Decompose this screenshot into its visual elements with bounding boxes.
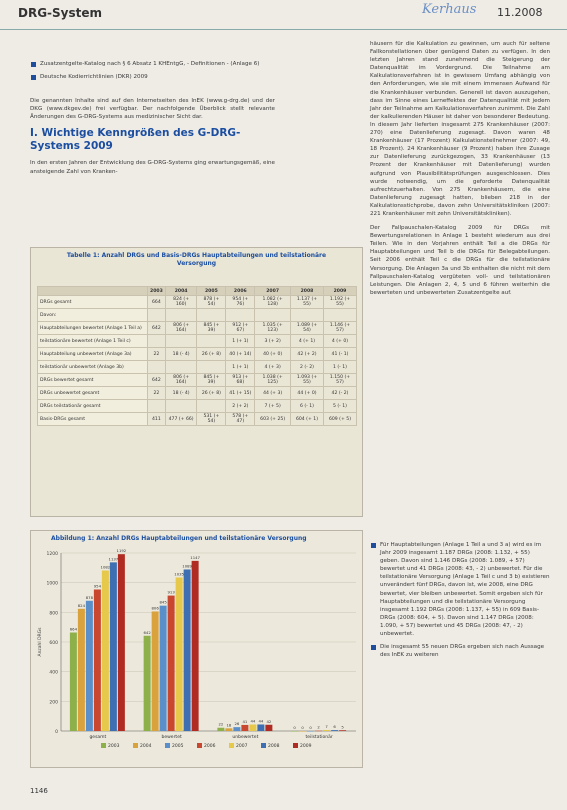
- row-label: Hauptabteilung unbewertet (Anlage 3a): [38, 348, 148, 361]
- table-cell: 2 (+ 2): [226, 400, 255, 413]
- table-header-cell: [38, 287, 148, 296]
- table-cell: [197, 361, 226, 374]
- table-cell: 531 (+ 54): [197, 413, 226, 426]
- legend-swatch: [133, 743, 138, 748]
- table-caption: Tabelle 1: Anzahl DRGs und Basis-DRGs Hauptabteilungen und teilstationäre Versorgung: [66, 252, 327, 267]
- bar: [152, 611, 159, 731]
- category-label: unbewertet: [232, 735, 259, 740]
- table-cell: 1 (- 1): [323, 361, 356, 374]
- bar: [249, 724, 256, 731]
- data-label: 1082: [100, 564, 111, 570]
- data-label: 664: [69, 626, 77, 632]
- table-cell: 4 (+ 1): [290, 335, 323, 348]
- table-header-cell: 2003: [148, 287, 166, 296]
- table-cell: 18 (- 4): [165, 348, 197, 361]
- body-paragraph: In den ersten Jahren der Entwicklung des G-DRG-Systems ging erwartungsgemäß, eine ansteigende Zahl von Kranken-: [30, 160, 275, 175]
- row-label: teilstationär unbewertet (Anlage 3b): [38, 361, 148, 374]
- table-cell: 5 (- 1): [323, 400, 356, 413]
- list-item: Die insgesamt 55 neuen DRGs ergeben sich nach Aussage des InEK zu weiteren: [370, 643, 550, 659]
- page-header: [0, 0, 567, 30]
- bar: [184, 569, 191, 731]
- table-cell: 913 (+ 68): [226, 374, 255, 387]
- data-label: 44: [250, 718, 256, 724]
- table-header-cell: 2008: [290, 287, 323, 296]
- legend-swatch: [197, 743, 202, 748]
- table-cell: 42 (- 2): [323, 387, 356, 400]
- bar: [339, 730, 346, 731]
- table-cell: [323, 309, 356, 322]
- table-cell: 1.082 (+ 128): [255, 296, 291, 309]
- section-heading: I. Wichtige Kenngrößen des G-DRG-Systems 2009: [30, 127, 241, 153]
- data-label: 2: [317, 724, 320, 730]
- table-cell: 40 (+ 0): [255, 348, 291, 361]
- data-label: 22: [218, 721, 224, 727]
- table-cell: 604 (+ 1): [290, 413, 323, 426]
- row-label: DRGs unbewertet gesamt: [38, 387, 148, 400]
- bar: [315, 731, 322, 732]
- row-label: Hauptabteilungen bewertet (Anlage 1 Teil a): [38, 322, 148, 335]
- row-label: teilstationäre bewertet (Anlage 1 Teil c): [38, 335, 148, 348]
- bar: [102, 571, 109, 731]
- table-cell: 41 (+ 15): [226, 387, 255, 400]
- category-label: bewertet: [161, 735, 182, 740]
- left-column: [30, 60, 275, 182]
- table-cell: 26 (+ 8): [197, 387, 226, 400]
- table-cell: 878 (+ 54): [197, 296, 226, 309]
- table-header-cell: 2006: [226, 287, 255, 296]
- tick-label: 1000: [46, 581, 58, 587]
- body-paragraph: häusern für die Kalkulation zu gewinnen, um auch für seltene Fallkonstellationen über genügend Daten zu verfügen. In den letzten Jahren stand zunehmend die Steigerung der Datenqualität im Vordergrund. Die Teilnahme am Kalkulationsverfahren ist in gewissem Umfang abhängig von den Anforderungen, wie sie mit einem immensen Aufwand für die Krankenhäuser verbunden. Generell ist davon auszugehen, dass im Sinne eines Lerneffektes der Datenqualität mit jedem Jahr der Teilnahme am Kalkulationsverfahren zunimmt. Die Zahl der kalkulierenden Häuser ist daher von besonderer Bedeutung. In diesem Jahr lieferten insgesamt 275 Krankenhäuser (2007: 270) eine Datenlieferung zugesagt. Davon waren 48 Krankenhäuser (17 Prozent) Kalkulationsteilnehmer (2007: 49, 18 Prozent). 24 Krankenhäuser (9 Prozent) haben ihre Zusage zur Datenlieferung zurückgezogen, 33 Krankenhäuser (13 Prozent der Krankenhäuser mit Datenlieferung) wurden aufgrund von Plausibilitätsprüfungen ausgeschlossen. Dies wurde notwendig, um die geforderte Datenqualität aufrechtzuerhalten. Von 275 Krankenhäusern, die eine Datenlieferung zugesagt hatten, blieben 218 in der Kalkulationsstichprobe, davon zehn Universitätskliniken (2007: 221 Krankenhäuser mit zehn Universitätskliniken).: [370, 41, 550, 217]
- bar: [176, 577, 183, 731]
- bar: [160, 606, 167, 731]
- legend-label: 2007: [236, 744, 248, 749]
- bar: [192, 561, 199, 731]
- table-cell: [255, 309, 291, 322]
- data-label: 954: [93, 583, 101, 589]
- table-cell: [165, 400, 197, 413]
- table-cell: 664: [148, 296, 166, 309]
- table-cell: 1.150 (+ 57): [323, 374, 356, 387]
- bar: [241, 725, 248, 731]
- table-cell: [197, 400, 226, 413]
- bar: [225, 728, 232, 731]
- data-label: 5: [341, 724, 344, 730]
- data-label: 1147: [190, 554, 200, 560]
- table-cell: [226, 309, 255, 322]
- data-label: 845: [159, 599, 167, 605]
- row-label: DRGs bewertet gesamt: [38, 374, 148, 387]
- table-header-cell: 2005: [197, 287, 226, 296]
- row-label: DRGs gesamt: [38, 296, 148, 309]
- data-label: 0: [309, 725, 312, 730]
- y-axis-label: Anzahl DRGs: [38, 627, 43, 657]
- bar: [299, 731, 306, 732]
- data-label: 0: [301, 725, 304, 730]
- tick-label: 600: [49, 641, 58, 646]
- table-cell: 4 (+ 3): [255, 361, 291, 374]
- legend-swatch: [293, 743, 298, 748]
- table-cell: 1.089 (+ 54): [290, 322, 323, 335]
- data-label: 642: [143, 629, 151, 635]
- table-cell: 824 (+ 160): [165, 296, 197, 309]
- tick-label: 1200: [46, 552, 58, 557]
- table-row: [38, 322, 357, 335]
- bar: [168, 596, 175, 731]
- table-cell: 642: [148, 374, 166, 387]
- category-label: teilstationär: [305, 735, 333, 740]
- bar: [70, 633, 77, 731]
- legend-label: 2005: [172, 744, 184, 749]
- data-label: 44: [258, 718, 264, 724]
- table-cell: 477 (+ 66): [165, 413, 197, 426]
- table-cell: 954 (+ 76): [226, 296, 255, 309]
- table-header-cell: 2007: [255, 287, 291, 296]
- table-cell: 603 (+ 25): [255, 413, 291, 426]
- table-cell: [290, 309, 323, 322]
- bar: [86, 601, 93, 731]
- data-label: 1192: [116, 548, 127, 554]
- table-cell: 22: [148, 387, 166, 400]
- data-label: 1137: [108, 556, 119, 562]
- list-item: Zusatzentgelte-Katalog nach § 6 Absatz 1 KHEntgG, - Definitionen - (Anlage 6): [30, 60, 275, 68]
- table-cell: [148, 309, 166, 322]
- figure-caption: Abbildung 1: Anzahl DRGs Hauptabteilungen und teilstationäre Versorgung: [51, 535, 307, 542]
- data-label: 824: [77, 602, 85, 608]
- bar: [233, 727, 240, 731]
- table-row: [38, 387, 357, 400]
- tick-label: 0: [55, 730, 58, 735]
- table-cell: 40 (+ 14): [226, 348, 255, 361]
- table-cell: [197, 309, 226, 322]
- table-cell: 609 (+ 5): [323, 413, 356, 426]
- bar: [94, 589, 101, 731]
- list-item: Deutsche Kodierrichtlinien (DKR) 2009: [30, 73, 275, 81]
- table-row: [38, 374, 357, 387]
- table-row: [38, 348, 357, 361]
- table-cell: 7 (+ 5): [255, 400, 291, 413]
- table-cell: 845 (+ 39): [197, 322, 226, 335]
- table-cell: 1.146 (+ 57): [323, 322, 356, 335]
- row-label: DRGs teilstationär gesamt: [38, 400, 148, 413]
- legend-label: 2008: [268, 744, 280, 749]
- table-cell: [165, 309, 197, 322]
- data-label: 0: [293, 725, 296, 730]
- table-cell: [165, 335, 197, 348]
- data-label: 913: [167, 589, 175, 595]
- legend-swatch: [261, 743, 266, 748]
- legend-label: 2006: [204, 744, 216, 749]
- category-label: gesamt: [89, 735, 107, 740]
- data-label: 6: [333, 724, 336, 730]
- table-1: [30, 247, 363, 517]
- table-cell: 3 (+ 2): [255, 335, 291, 348]
- data-label: 42: [266, 718, 272, 724]
- table-cell: 1.035 (+ 123): [255, 322, 291, 335]
- bar: [78, 609, 85, 731]
- table-cell: 22: [148, 348, 166, 361]
- data-label: 26: [234, 721, 240, 727]
- bar: [291, 731, 298, 732]
- legend-swatch: [229, 743, 234, 748]
- bar: [265, 725, 272, 731]
- data-label: 41: [242, 718, 248, 724]
- page-number: 1146: [30, 787, 48, 795]
- table-cell: 2 (- 2): [290, 361, 323, 374]
- body-paragraph: Der Fallpauschalen-Katalog 2009 für DRGs mit Bewertungsrelationen in Anlage 1 besteht wiederum aus drei Teilen. Wie in den Vorjahren enthält Teil a die DRGs für Hauptabteilungen und Teil b die DRGs für Belegabteilungen. Seit 2006 enthält Teil c die DRGs für die teilstationäre Versorgung. Die Anlagen 3a und 3b enthalten die nicht mit dem Fallpauschalen-Katalog vergüteten voll- und teilstationären Leistungen. Die Anlagen 2, 4, 5 und 6 führen weiterhin die bewerteten und unbewerteten Zusatzentgelte auf.: [370, 225, 550, 296]
- bar-chart: [31, 545, 364, 767]
- bar: [331, 730, 338, 731]
- table-cell: 18 (- 4): [165, 387, 197, 400]
- table-cell: 642: [148, 322, 166, 335]
- table-cell: [148, 400, 166, 413]
- table-cell: 1.093 (+ 55): [290, 374, 323, 387]
- table-row: [38, 309, 357, 322]
- table-cell: 1.137 (+ 55): [290, 296, 323, 309]
- row-label: Davon:: [38, 309, 148, 322]
- data-label: 1089: [182, 563, 192, 569]
- bar: [144, 636, 151, 731]
- bar: [323, 730, 330, 731]
- tick-label: 800: [49, 611, 58, 617]
- table-row: [38, 296, 357, 309]
- bar: [110, 562, 117, 731]
- table-cell: [148, 361, 166, 374]
- section-title: DRG-System: [18, 6, 103, 20]
- table-cell: 26 (+ 8): [197, 348, 226, 361]
- table-cell: 411: [148, 413, 166, 426]
- data-label: 18: [226, 722, 232, 728]
- table-cell: 806 (+ 164): [165, 374, 197, 387]
- table-cell: 44 (+ 0): [290, 387, 323, 400]
- table-cell: 578 (+ 47): [226, 413, 255, 426]
- bar: [118, 554, 125, 731]
- data-label: 7: [325, 723, 328, 729]
- table-cell: 4 (+ 0): [323, 335, 356, 348]
- list-item: Für Hauptabteilungen (Anlage 1 Teil a und 3 a) wird es im Jahr 2009 insgesamt 1.187 DRGs (2008: 1.132, + 55) geben. Davon sind 1.146 DRGs (2008: 1.089, + 57) bewertet und 41 DRGs (2008: 43, - 2) unbewertet. Für die teilstationäre Versorgung (Anlage 1 Teil c und 3 b) existieren unverändert fünf DRGs, davon ist, wie 2008, eine DRG bewertet, vier bleiben unbewertet. Somit ergeben sich für Hauptabteilungen und die teilstationäre Versorgung insgesamt 1.192 DRGs (2008: 1.137, + 55) in 609 Basis-DRGs (2008: 604, + 5). Davon sind 1.147 DRGs (2008: 1.090, + 57) bewertet und 45 DRGs (2008: 47, - 2) unbewertet.: [370, 541, 550, 638]
- table-cell: 6 (- 1): [290, 400, 323, 413]
- table-row: [38, 400, 357, 413]
- table-cell: 806 (+ 164): [165, 322, 197, 335]
- bar: [217, 728, 224, 731]
- table-cell: 1.192 (+ 55): [323, 296, 356, 309]
- legend-label: 2004: [140, 744, 152, 749]
- legend-swatch: [101, 743, 106, 748]
- table-cell: 44 (+ 3): [255, 387, 291, 400]
- table-cell: 1 (+ 1): [226, 361, 255, 374]
- table-cell: 1 (+ 1): [226, 335, 255, 348]
- table-header-cell: 2004: [165, 287, 197, 296]
- table-header-cell: 2009: [323, 287, 356, 296]
- data-label: 878: [85, 594, 93, 600]
- tick-label: 400: [49, 670, 58, 676]
- issue-date: 11.2008: [497, 6, 543, 19]
- table-cell: [197, 335, 226, 348]
- legend-swatch: [165, 743, 170, 748]
- row-label: Basis-DRGs gesamt: [38, 413, 148, 426]
- table-cell: 42 (+ 2): [290, 348, 323, 361]
- table-cell: [165, 361, 197, 374]
- table-cell: 41 (- 1): [323, 348, 356, 361]
- figure-1: [30, 530, 363, 768]
- table-row: [38, 335, 357, 348]
- bar: [257, 724, 264, 731]
- legend-label: 2003: [108, 744, 120, 749]
- table-cell: 1.038 (+ 125): [255, 374, 291, 387]
- tick-label: 200: [49, 700, 58, 706]
- table-cell: 912 (+ 67): [226, 322, 255, 335]
- right-column-top: [370, 40, 550, 303]
- data-label: 806: [151, 605, 159, 611]
- legend-label: 2009: [300, 744, 312, 749]
- table-cell: 845 (+ 39): [197, 374, 226, 387]
- data-label: 1035: [174, 571, 184, 577]
- table-cell: [148, 335, 166, 348]
- table-row: [38, 413, 357, 426]
- drg-table: [37, 286, 357, 426]
- bar: [307, 731, 314, 732]
- intro-paragraph: Die genannten Inhalte sind auf den Internetseiten des InEK (www.g-drg.de) und der DKG (www.dkgev.de) frei verfügbar. Der nachfolgende Überblick stellt relevante Änderungen des G-DRG-Systems aus medizinischer Sicht dar.: [30, 98, 275, 121]
- publisher-logo: Kerhaus: [422, 2, 477, 17]
- right-column-bottom: [370, 541, 550, 664]
- table-row: [38, 361, 357, 374]
